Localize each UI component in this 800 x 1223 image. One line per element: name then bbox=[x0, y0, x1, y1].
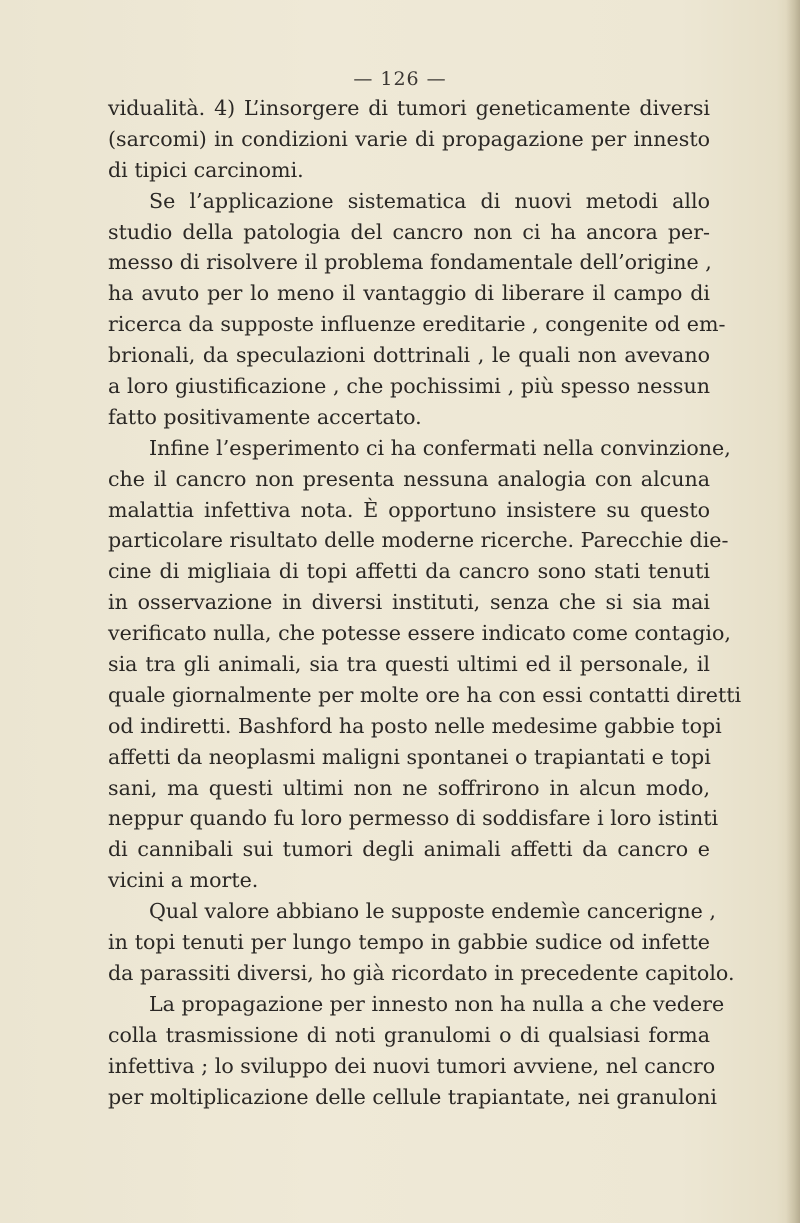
text-line: malattia infettiva nota. È opportuno insistere su questo bbox=[108, 497, 710, 522]
text-line: fatto positivamente accertato. bbox=[108, 404, 422, 429]
text-line: La propagazione per innesto non ha nulla a che vedere bbox=[149, 991, 725, 1016]
text-line: verificato nulla, che potesse essere indicato come contagio, bbox=[108, 621, 731, 646]
text-line: Se l’applicazione sistematica di nuovi metodi allo bbox=[149, 188, 710, 213]
text-line: ricerca da supposte influenze ereditarie , congenite od em- bbox=[108, 312, 726, 337]
text-line: Qual valore abbiano le supposte endemìe cancerigne , bbox=[149, 899, 716, 924]
text-line: vidualità. 4) L’insorgere di tumori geneticamente diversi bbox=[108, 96, 710, 120]
text-line: per moltiplicazione delle cellule trapiantate, nei granuloni bbox=[108, 1084, 717, 1109]
text-line: in osservazione in diversi instituti, senza che si sia mai bbox=[108, 590, 710, 615]
page-edge-shadow bbox=[786, 0, 800, 1223]
body-text bbox=[108, 93, 742, 1112]
text-line: ha avuto per lo meno il vantaggio di liberare il campo di bbox=[108, 281, 710, 306]
text-line: quale giornalmente per molte ore ha con essi contatti diretti bbox=[108, 682, 742, 707]
text-line: a loro giustificazione , che pochissimi , più spesso nessun bbox=[108, 374, 710, 399]
text-line: cine di migliaia di topi affetti da cancro sono stati tenuti bbox=[108, 559, 710, 584]
text-line: di tipici carcinomi. bbox=[108, 157, 304, 182]
text-line: colla trasmissione di noti granulomi o di qualsiasi forma bbox=[108, 1022, 710, 1047]
text-line: particolare risultato delle moderne ricerche. Parecchie die- bbox=[108, 528, 729, 553]
text-line: studio della patologia del cancro non ci ha ancora per- bbox=[108, 219, 710, 244]
page-number: — 126 — bbox=[353, 68, 447, 90]
text-line: neppur quando fu loro permesso di soddisfare i loro istinti bbox=[108, 806, 719, 831]
text-line: sia tra gli animali, sia tra questi ultimi ed il personale, il bbox=[108, 652, 710, 677]
text-line: vicini a morte. bbox=[108, 868, 259, 893]
text-line: brionali, da speculazioni dottrinali , le quali non avevano bbox=[108, 343, 710, 368]
text-line: da parassiti diversi, ho già ricordato in precedente capitolo. bbox=[108, 960, 735, 985]
text-line: che il cancro non presenta nessuna analogia con alcuna bbox=[108, 466, 710, 491]
text-line: Infine l’esperimento ci ha confermati nella convinzione, bbox=[149, 435, 731, 460]
text-line: affetti da neoplasmi maligni spontanei o trapiantati e topi bbox=[108, 744, 711, 769]
text-line: in topi tenuti per lungo tempo in gabbie sudice od infette bbox=[108, 930, 710, 955]
text-line: infettiva ; lo sviluppo dei nuovi tumori avviene, nel cancro bbox=[108, 1053, 716, 1078]
text-line: sani, ma questi ultimi non ne soffrirono in alcun modo, bbox=[108, 775, 710, 800]
text-line: od indiretti. Bashford ha posto nelle medesime gabbie topi bbox=[108, 713, 722, 738]
text-line: di cannibali sui tumori degli animali affetti da cancro e bbox=[108, 837, 710, 862]
text-line: (sarcomi) in condizioni varie di propagazione per innesto bbox=[108, 126, 710, 151]
text-line: messo di risolvere il problema fondamentale dell’origine , bbox=[108, 250, 712, 275]
